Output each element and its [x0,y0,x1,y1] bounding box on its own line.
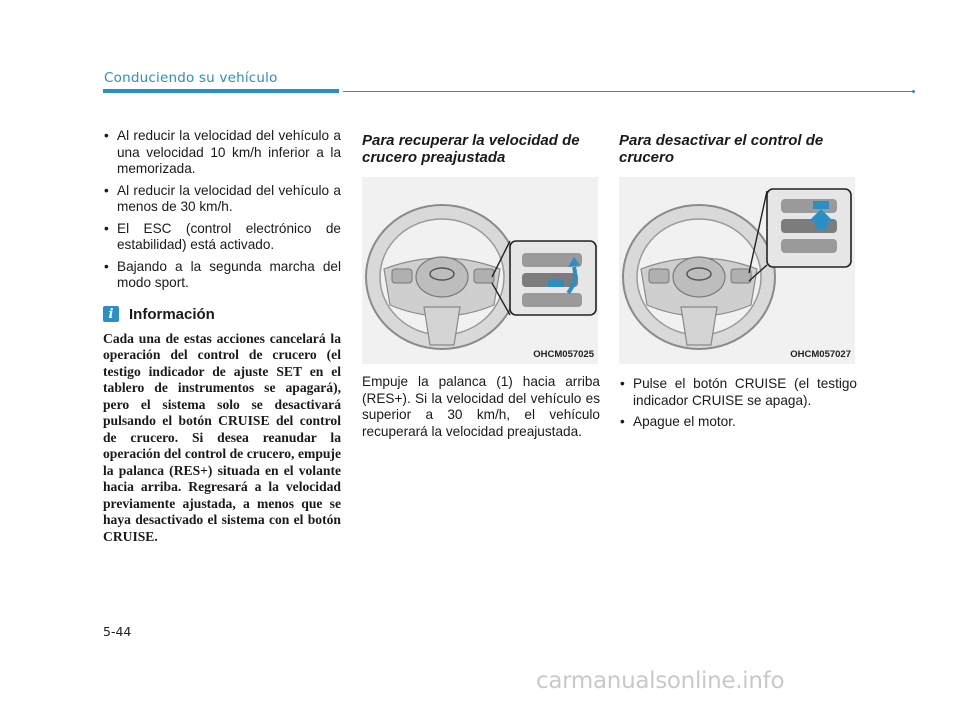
section-header-title: Conduciendo su vehículo [104,70,278,86]
steering-wheel-figure-deactivate [619,177,855,364]
info-body: Cada una de estas acciones cancelará la operación del control de crucero (el testigo indicador de ajuste SET en el tablero de instrumentos se apagará), pero el sistema solo se desactivará pulsando el botón CRUISE del control de crucero. Si desea reanudar la operación del control de crucero, empuje la palanca (RES+) situada en el volante hacia arriba. Regresará a la velocidad previamente ajustada, a menos que se haya desactivado el sistema con el botón CRUISE. [103,330,341,544]
column-1 [103,128,341,545]
list-item: • Bajando a la segunda marcha del modo sport. [103,259,341,292]
list-item: • Pulse el botón CRUISE (el testigo indicador CRUISE se apaga). [619,376,857,409]
conditions-list [103,128,341,292]
header-rule-thin [343,91,914,92]
info-icon: i [103,306,119,322]
column-2 [362,128,600,440]
steering-wheel-figure-resume [362,177,598,364]
figure-code: OHCM057025 [533,349,594,360]
resume-paragraph: Empuje la palanca (1) hacia arriba (RES+). Si la velocidad del vehículo es superior a 30 km/h, el vehículo recuperará la velocidad preajustada. [362,374,600,439]
column-3 [619,128,857,436]
header-rule-thick [103,89,339,93]
section-title-deactivate: Para desactivar el control de crucero [619,132,824,166]
list-item: • Apague el motor. [619,414,857,431]
list-item: • Al reducir la velocidad del vehículo a menos de 30 km/h. [103,183,341,216]
watermark: carmanualsonline.info [536,668,785,694]
info-heading [103,306,341,323]
header-rule-dot [912,90,915,93]
steering-wheel-illustration [362,177,598,364]
figure-code: OHCM057027 [790,349,851,360]
info-title: Información [129,305,215,323]
steering-wheel-illustration [619,177,855,364]
list-item: • Al reducir la velocidad del vehículo a una velocidad 10 km/h inferior a la memorizada. [103,128,341,178]
deactivate-list [619,376,857,431]
section-title-resume: Para recuperar la velocidad de crucero preajustada [362,132,580,166]
list-item: • El ESC (control electrónico de estabilidad) está activado. [103,221,341,254]
page-number: 5-44 [103,624,132,639]
